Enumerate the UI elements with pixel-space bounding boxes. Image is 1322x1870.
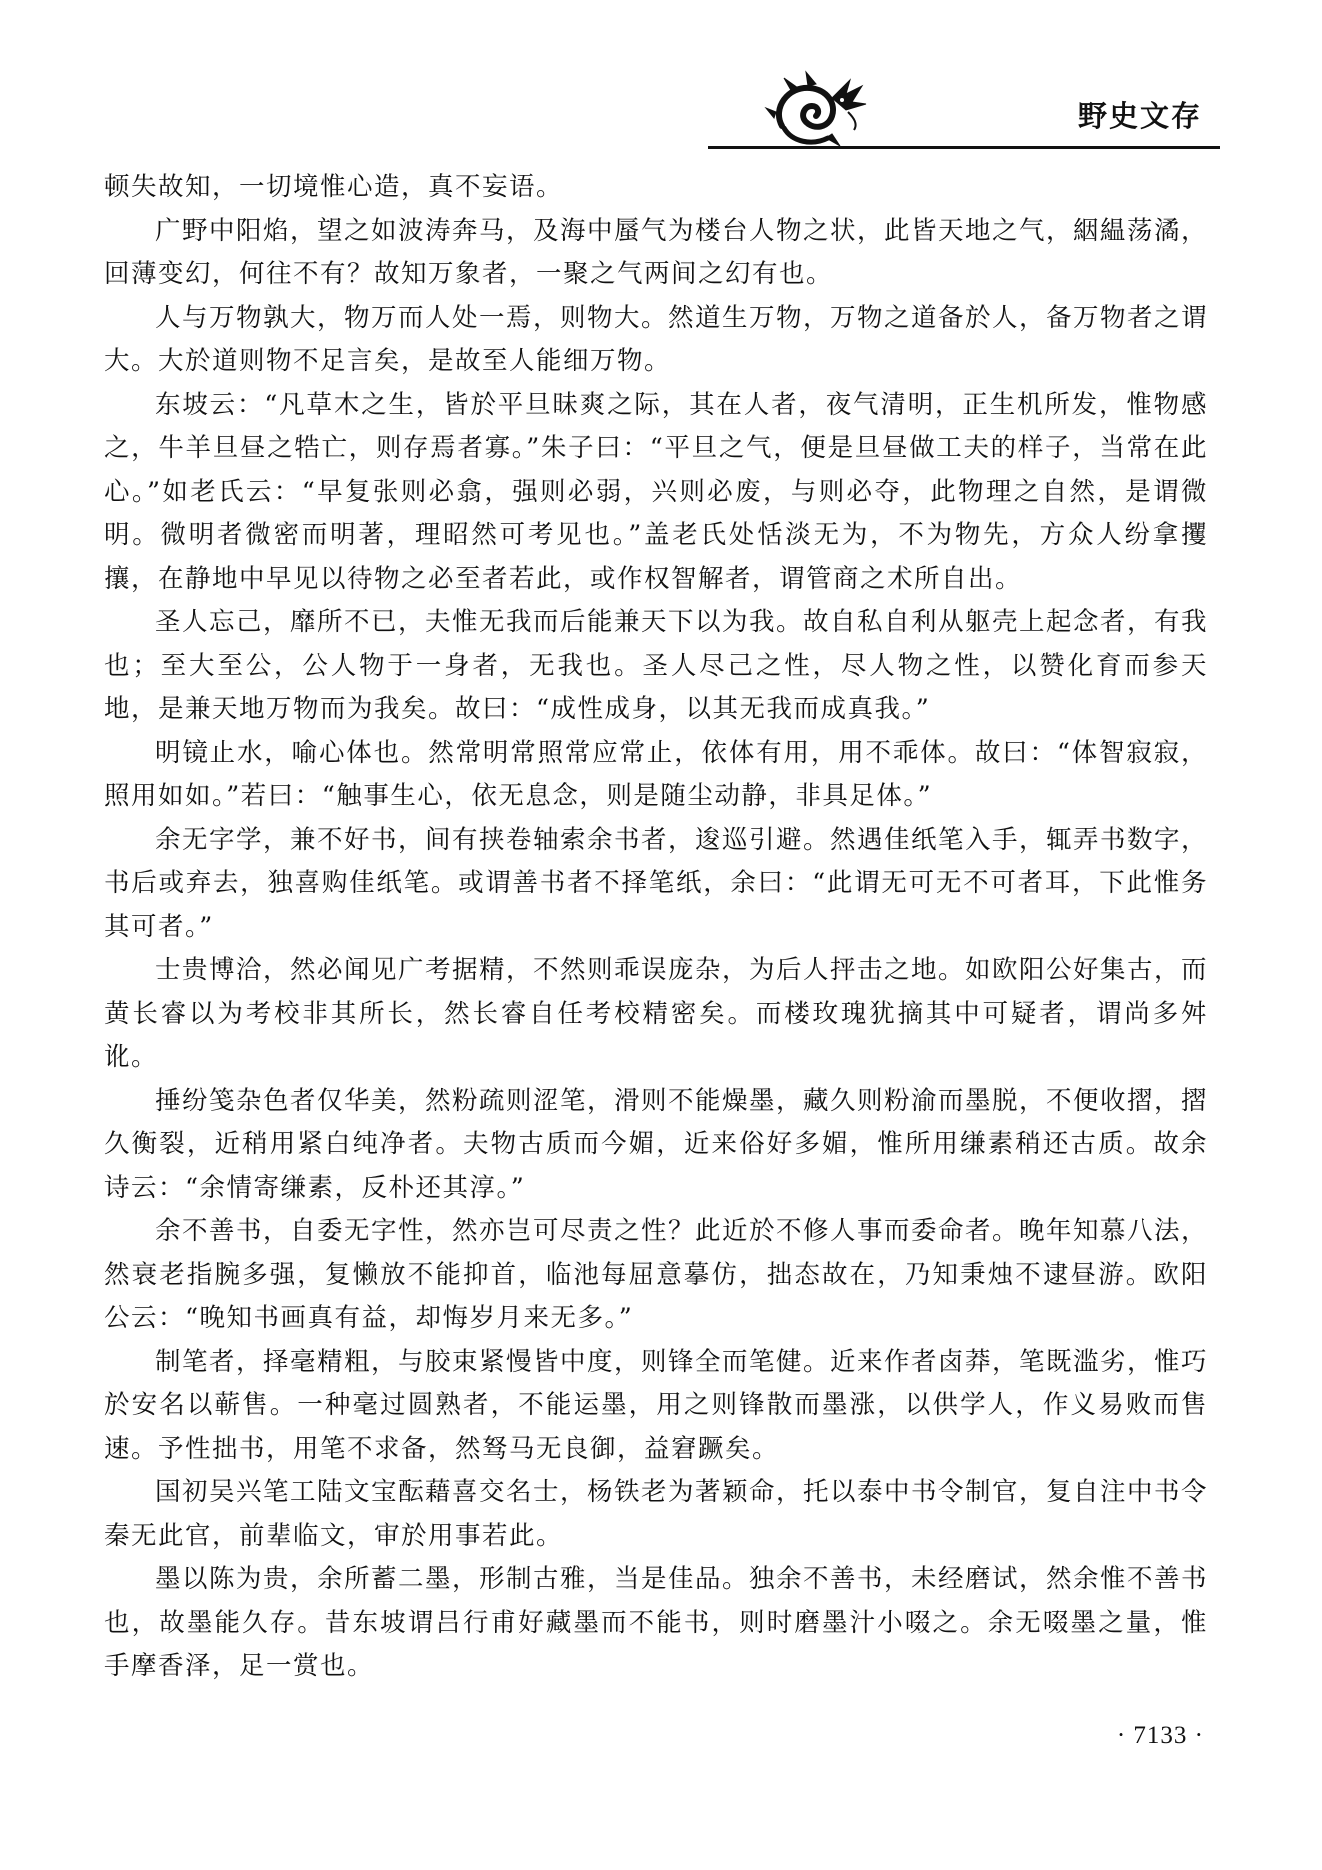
paragraph: 余无字学，兼不好书，间有挟卷轴索余书者，逡巡引避。然遇佳纸笔入手，辄弄书数字，书后或弃去，独喜购佳纸笔。或谓善书者不择笔纸，余曰：“此谓无可无不可者耳，下此惟务其可者。” (104, 824, 1209, 942)
dragon-emblem-icon (762, 68, 872, 152)
paragraph: 国初吴兴笔工陆文宝酝藉喜交名士，杨铁老为著颖命，托以泰中书令制官，复自注中书令秦无此官，前辈临文，审於用事若此。 (104, 1477, 1209, 1551)
paragraph: 顿失故知，一切境惟心造，真不妄语。 (104, 172, 564, 202)
paragraph: 广野中阳焰，望之如波涛奔马，及海中蜃气为楼台人物之状，此皆天地之气，絪緼荡潏，回薄变幻，何往不有？故知万象者，一聚之气两间之幻有也。 (104, 215, 1209, 289)
paragraph: 制笔者，择毫精粗，与胶束紧慢皆中度，则锋全而笔健。近来作者卤莽，笔既滥劣，惟巧於安名以蕲售。一种毫过圆熟者，不能运墨，用之则锋散而墨涨，以供学人，作义易败而售速。予性拙书，用笔不求备，然驽马无良御，益窘蹶矣。 (104, 1346, 1209, 1464)
page-number: · 7133 · (1116, 1722, 1204, 1749)
paragraph: 圣人忘己，靡所不已，夫惟无我而后能兼天下以为我。故自私自利从躯壳上起念者，有我也；至大至公，公人物于一身者，无我也。圣人尽己之性，尽人物之性，以赞化育而参天地，是兼天地万物而为我矣。故曰：“成性成身，以其无我而成真我。” (104, 607, 1209, 724)
series-title: 野史文存 (1077, 99, 1202, 133)
paragraph: 人与万物孰大，物万而人处一焉，则物大。然道生万物，万物之道备於人，备万物者之谓大。大於道则物不足言矣，是故至人能细万物。 (104, 302, 1209, 376)
paragraph: 士贵博洽，然必闻见广考据精，不然则乖误庞杂，为后人抨击之地。如欧阳公好集古，而黄长睿以为考校非其所长，然长睿自任考校精密矣。而楼玫瑰犹摘其中可疑者，谓尚多舛讹。 (104, 955, 1209, 1072)
running-header (700, 68, 1220, 158)
header-rule (708, 146, 1220, 149)
paragraph: 明镜止水，喻心体也。然常明常照常应常止，依体有用，用不乖体。故曰：“体智寂寂，照用如如。”若曰：“触事生心，依无息念，则是随尘动静，非具足体。” (104, 737, 1208, 811)
body-text (104, 166, 1208, 1689)
paragraph: 捶纷笺杂色者仅华美，然粉疏则涩笔，滑则不能燥墨，藏久则粉渝而墨脱，不便收摺，摺久衡裂，近稍用紧白纯净者。夫物古质而今媚，近来俗好多媚，惟所用缣素稍还古质。故余诗云：“余情寄缣素，反朴还其淳。” (104, 1085, 1209, 1203)
paragraph: 墨以陈为贵，余所蓄二墨，形制古雅，当是佳品。独余不善书，未经磨试，然余惟不善书也，故墨能久存。昔东坡谓吕行甫好藏墨而不能书，则时磨墨汁小啜之。余无啜墨之量，惟手摩香泽，足一赏也。 (104, 1564, 1209, 1681)
paragraph: 东坡云：“凡草木之生，皆於平旦昧爽之际，其在人者，夜气清明，正生机所发，惟物感之，牛羊旦昼之牿亡，则存焉者寡。”朱子曰：“平旦之气，便是旦昼做工夫的样子，当常在此心。”如老氏云：“早复张则必翕，强则必弱，兴则必废，与则必夺，此物理之自然，是谓微明。微明者微密而明著，理昭然可考见也。”盖老氏处恬淡无为，不为物先，方众人纷拿攫攘，在静地中早见以待物之必至者若此，或作权智解者，谓管商之术所自出。 (104, 389, 1208, 594)
paragraph: 余不善书，自委无字性，然亦岂可尽责之性？此近於不修人事而委命者。晚年知慕八法，然衰老指腕多强，复懒放不能抑首，临池每屈意摹仿，拙态故在，乃知秉烛不逮昼游。欧阳公云：“晚知书画真有益，却悔岁月来无多。” (104, 1216, 1209, 1333)
